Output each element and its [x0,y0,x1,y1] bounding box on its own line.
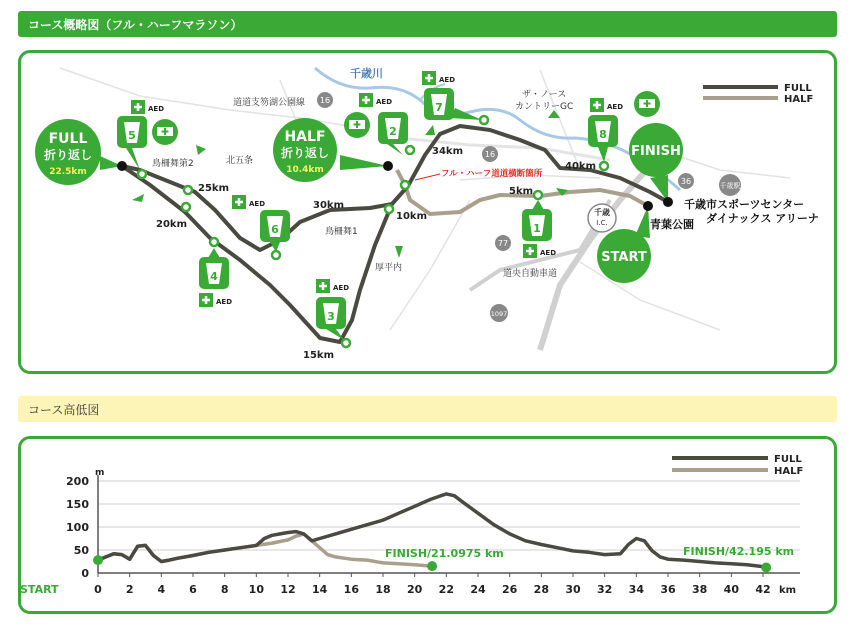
aed-label-6: AED [249,200,266,208]
elevation-y-ticks [66,475,89,580]
elev-legend-half-label: HALF [774,466,804,477]
full-turn-subtitle: 折り返し [43,148,93,162]
course-map [21,53,834,371]
y-tick-label: 50 [73,544,89,557]
aid-station-2-number: 2 [389,125,397,138]
chitose-ic-label-1: 千歳 [594,208,610,217]
km-label-40: 40km [565,161,596,172]
x-tick-label: 18 [375,583,391,596]
crossing-pointer [415,174,440,180]
aid-station-5-number: 5 [128,129,136,142]
aed-label-7: AED [439,76,456,84]
aid-station-2 [344,93,408,155]
elevation-panel [18,436,837,614]
sports-center-label-2: ダイナックス アリーナ [706,212,819,225]
x-tick-label: 8 [220,583,229,596]
x-tick-label: 4 [157,583,166,596]
half-turnaround-callout [273,118,393,182]
elevation-x-ticks [94,573,770,596]
start-label: START [601,250,647,265]
map-legend [703,83,813,105]
torikaibu2-label: 鳥柵舞第2 [152,159,194,169]
x-tick-label: 14 [312,583,328,596]
y-tick-label: 200 [66,475,89,488]
elevation-finish-full-label: FINISH/42.195 km [683,545,795,558]
country-gc-label: カントリーGC [515,102,574,112]
atsuhiranai-label: 厚平内 [375,263,403,273]
aid-station-1 [522,200,556,258]
x-tick-label: 28 [533,583,549,596]
elevation-legend [672,454,803,477]
crossing-label: フル・ハーフ道道横断箇所 [441,169,543,179]
elev-legend-full-label: FULL [774,454,802,465]
x-tick-label: 22 [438,583,454,596]
x-tick-label: 0 [94,583,102,596]
route-16b-label: 16 [484,150,496,159]
route-16-label: 16 [319,96,331,105]
km-label-15: 15km [303,350,334,361]
elevation-x-unit: km [779,585,797,596]
elevation-header [18,396,837,422]
x-tick-label: 6 [189,583,197,596]
the-north-label: ザ・ノース [522,90,567,100]
kitagojo-label: 北五条 [226,156,254,166]
aed-label-5: AED [148,105,165,113]
sports-center-label-1: 千歳市スポーツセンター [684,198,805,211]
elevation-start-label: START [21,583,59,596]
chitose-station-label: 千歳駅 [719,182,741,190]
half-turn-point [383,161,393,171]
half-finish-marker [427,561,437,571]
park-road-label: 道道支笏湖公園線 [233,98,306,108]
half-turn-subtitle: 折り返し [280,146,330,160]
km-label-34: 34km [432,146,463,157]
aid-station-6 [232,195,290,252]
elevation-chart [21,439,834,611]
x-tick-label: 42 [755,583,771,596]
full-finish-marker [761,562,771,572]
expressway-label: 道央自動車道 [503,269,558,279]
aid-station-8-number: 8 [599,128,607,141]
route-77-label: 77 [497,239,509,248]
course-map-panel [18,50,837,374]
aed-label-3: AED [333,284,350,292]
x-tick-label: 10 [248,583,264,596]
start-point [643,201,653,211]
x-tick-label: 26 [502,583,518,596]
elevation-lines [93,494,771,573]
aed-label-8: AED [607,103,624,111]
course-map-header [18,11,837,37]
half-turn-title: HALF [284,129,326,145]
chitose-ic-label-2: I.C. [596,219,608,227]
full-turnaround-callout [35,119,127,185]
x-tick-label: 12 [280,583,296,596]
full-turn-title: FULL [48,131,88,147]
km-label-30: 30km [313,200,344,211]
elevation-y-unit: m [95,468,105,478]
x-tick-label: 36 [660,583,676,596]
half-turn-distance: 10.4km [286,165,324,175]
aed-label-1: AED [540,249,557,257]
x-tick-label: 20 [407,583,423,596]
full-turn-point [117,161,127,171]
y-tick-label: 150 [66,498,89,511]
torikaibu1-label: 鳥柵舞1 [325,227,358,237]
legend-half-label: HALF [784,94,814,105]
x-tick-label: 16 [343,583,359,596]
aid-station-3-number: 3 [327,310,335,323]
aoba-park-label: 青葉公園 [650,218,694,231]
route-36-label: 36 [680,177,692,186]
x-tick-label: 34 [628,583,644,596]
aid-station-7-number: 7 [435,101,443,114]
finish-point [663,197,673,207]
route-1097-label: 1097 [490,310,508,318]
full-turn-distance: 22.5km [49,167,87,177]
aid-station-4 [199,248,232,307]
x-tick-label: 40 [723,583,739,596]
km-label-10: 10km [396,211,427,222]
x-tick-label: 30 [565,583,581,596]
x-tick-label: 2 [125,583,134,596]
km-label-5: 5km [509,186,534,197]
elevation-finish-half-label: FINISH/21.0975 km [385,547,504,560]
aid-station-4-number: 4 [210,270,218,283]
y-tick-label: 100 [66,521,89,534]
finish-label: FINISH [631,144,681,159]
aed-label-4: AED [216,298,233,306]
start-point-marker [93,555,103,565]
legend-full-label: FULL [784,83,812,94]
y-tick-label: 0 [81,567,89,580]
x-tick-label: 38 [692,583,708,596]
elevation-title: コース高低図 [28,402,100,417]
course-map-title: コース概略図（フル・ハーフマラソン） [28,17,243,32]
km-label-20: 20km [156,219,187,230]
x-tick-label: 24 [470,583,486,596]
x-tick-label: 32 [597,583,613,596]
river-label: 千歳川 [350,67,383,80]
km-label-25: 25km [198,183,229,194]
aed-label-2: AED [376,98,393,106]
aid-station-6-number: 6 [271,223,279,236]
aid-station-1-number: 1 [533,222,541,235]
